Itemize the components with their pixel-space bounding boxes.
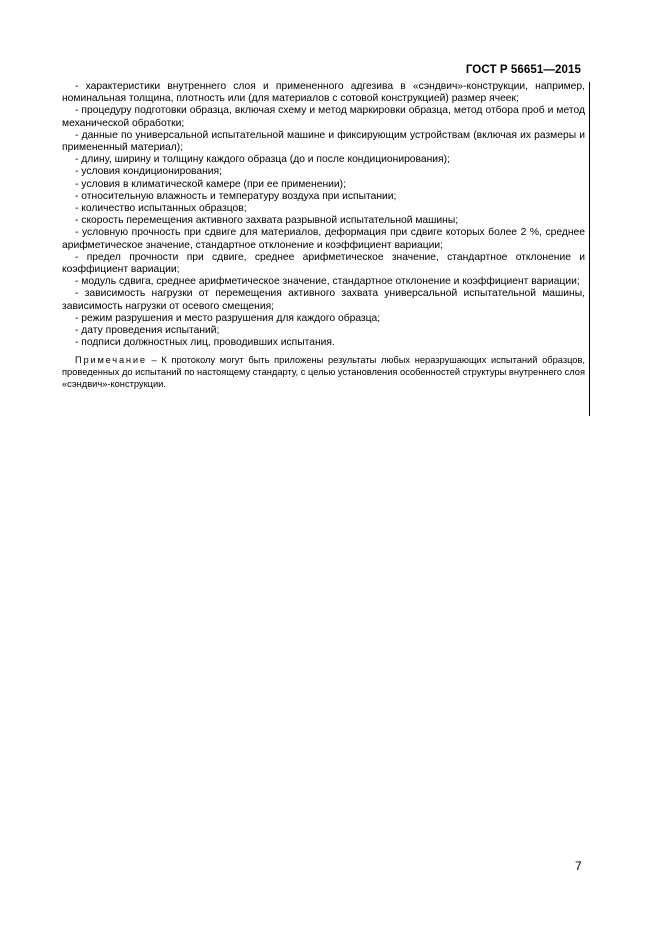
list-item: - данные по универсальной испытательной машине и фиксирующим устройствам (включая их размеры и примененный материал); <box>62 129 585 154</box>
list-item: - подписи должностных лиц, проводивших испытания. <box>75 337 335 349</box>
list-item: - условия в климатической камере (при ее применении); <box>75 178 346 190</box>
list-item: - относительную влажность и температуру воздуха при испытании; <box>75 190 397 202</box>
list-item: - режим разрушения и место разрушения для каждого образца; <box>75 312 381 324</box>
list-item: - дату проведения испытаний; <box>75 325 220 337</box>
list-item: - количество испытанных образцов; <box>75 203 247 215</box>
note-label: Примечание <box>75 355 147 366</box>
note-text: – К протоколу могут быть приложены результаты любых неразрушающих испытаний образцов, проведенных до испытаний по настоящему стандарту, с целью установления особенностей структуры внутреннего слоя «сэндвич»-конструкции. <box>62 355 585 390</box>
note-paragraph <box>62 355 585 390</box>
list-item: - скорость перемещения активного захвата разрывной испытательной машины; <box>75 215 459 227</box>
list-item: - процедуру подготовки образца, включая схему и метод маркировки образца, метод отбора проб и метод механической обработки; <box>62 105 585 129</box>
list-item: - условную прочность при сдвиге для материалов, деформация при сдвиге которых более 2 %, среднее арифметическое значение, стандартное отклонение и коэффициент вариации; <box>62 227 585 251</box>
change-bar <box>589 82 590 416</box>
page-number: 7 <box>575 859 582 873</box>
list-item: - длину, ширину и толщину каждого образца (до и после кондиционирования); <box>75 154 450 166</box>
list-item: - характеристики внутреннего слоя и примененного адгезива в «сэндвич»-конструкции, например, номинальная толщина, плотность или (для материалов с сотовой конструкцией) размер ячеек; <box>62 81 585 105</box>
list-item: - зависимость нагрузки от перемещения активного захвата универсальной испытательной машины, зависимость нагрузки от осевого смещения; <box>62 288 585 312</box>
document-code: ГОСТ Р 56651—2015 <box>465 64 581 76</box>
list-item: - условия кондиционирования; <box>75 166 222 178</box>
list-item: - модуль сдвига, среднее арифметическое значение, стандартное отклонение и коэффициент вариации; <box>75 276 580 288</box>
list-item: - предел прочности при сдвиге, среднее арифметическое значение, стандартное отклонение и коэффициент вариации; <box>62 251 585 276</box>
main-text <box>62 81 585 400</box>
